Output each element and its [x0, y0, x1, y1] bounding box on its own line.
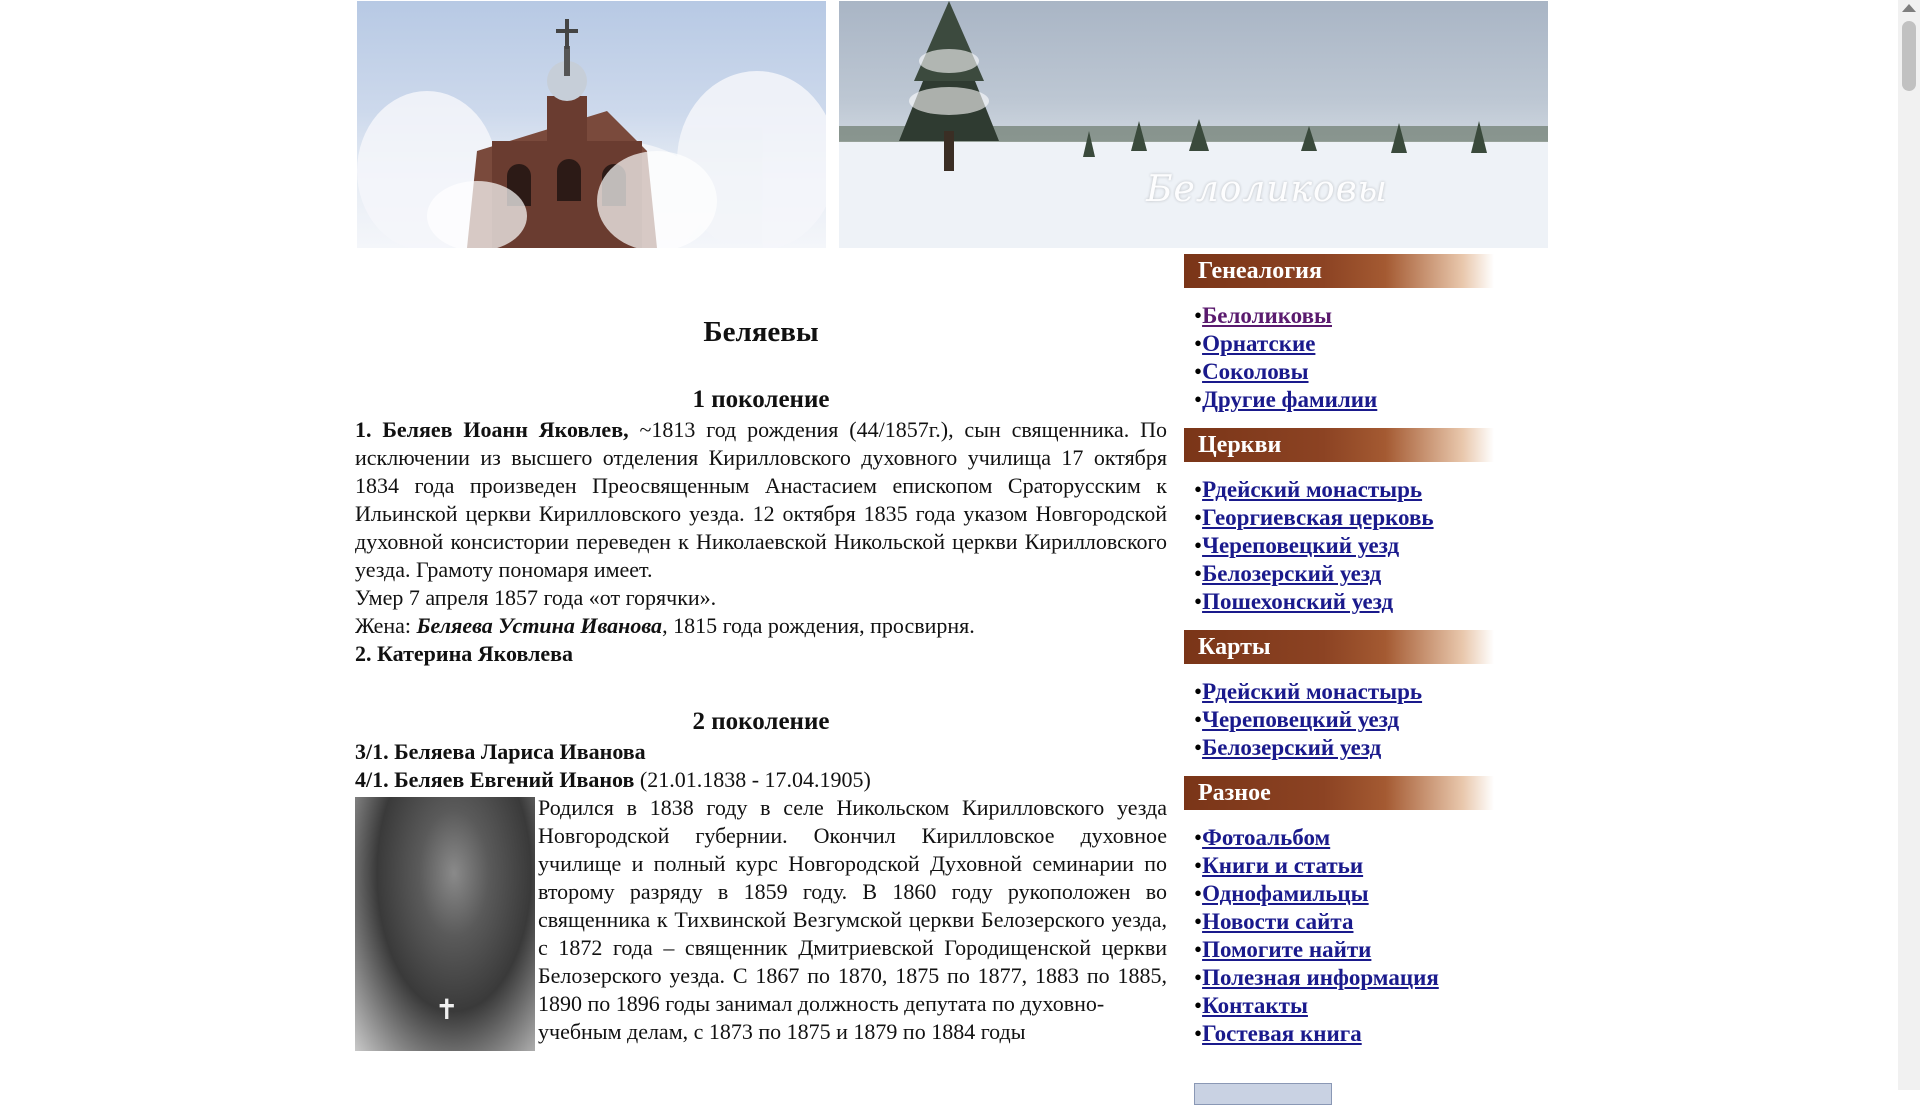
- sidebar-item: [1194, 1020, 1494, 1048]
- section-misc-header: Разное: [1184, 776, 1494, 810]
- sidebar: [1184, 254, 1494, 1062]
- sidebar-item: [1194, 504, 1494, 532]
- entry-4-name: 4/1. Беляев Евгений Иванов: [355, 767, 635, 792]
- sidebar-item: [1194, 992, 1494, 1020]
- entry-1: [355, 416, 1167, 584]
- sidebar-item: [1194, 302, 1494, 330]
- link-contacts[interactable]: Контакты: [1202, 993, 1308, 1018]
- link-beolikovy[interactable]: Белоликовы: [1202, 303, 1332, 328]
- wife-name: Беляева Устина Иванова: [416, 613, 663, 638]
- wife-prefix: Жена:: [355, 613, 417, 638]
- entry-2: 2. Катерина Яковлева: [355, 641, 574, 666]
- sidebar-item: [1194, 588, 1494, 616]
- sidebar-item: [1194, 330, 1494, 358]
- link-belozersk-uezd[interactable]: Белозерский уезд: [1202, 561, 1382, 586]
- sidebar-item: [1194, 734, 1494, 762]
- entry-4-bio: Родился в 1838 году в селе Никольском Кирилловского уезда Новгородской губернии. Окончил Кирилловское духовное училище и полный курс Новгородской Духовной семинарии по второму разряду в 1859 году. В 1860 году рукоположен во священника к Тихвинской Везгумской церкви Белозерского уезда, с 1872 года – священник Дмитриевской Городищенской церкви Белозерского уезда. С 1867 по 1870, 1875 по 1877, 1883 по 1885, 1890 по 1896 годы занимал должность депутата по духовно-: [538, 795, 1167, 1016]
- link-cherepovets-uezd[interactable]: Череповецкий уезд: [1202, 533, 1400, 558]
- link-help-find[interactable]: Помогите найти: [1202, 937, 1372, 962]
- sidebar-item: [1194, 880, 1494, 908]
- vertical-scrollbar[interactable]: [1898, 0, 1920, 1090]
- sidebar-item: [1194, 386, 1494, 414]
- link-map-cherepovets-uezd[interactable]: Череповецкий уезд: [1202, 707, 1400, 732]
- entry-4-bio-block: [355, 794, 1167, 1046]
- sidebar-item: [1194, 824, 1494, 852]
- banner-church-image: [357, 1, 826, 248]
- winter-landscape-illustration: [839, 1, 1548, 248]
- main-content: [355, 300, 1167, 1051]
- sidebar-item: [1194, 678, 1494, 706]
- link-map-belozersk-uezd[interactable]: Белозерский уезд: [1202, 735, 1382, 760]
- banner-caption: Белоликовы: [1146, 169, 1388, 210]
- generation-1-title: 1 поколение: [692, 386, 830, 413]
- sidebar-item: [1194, 706, 1494, 734]
- spacer: [355, 668, 1167, 706]
- sidebar-item: [1194, 532, 1494, 560]
- link-other-surnames[interactable]: Другие фамилии: [1202, 387, 1378, 412]
- section-churches-header: Церкви: [1184, 428, 1494, 462]
- link-photo-album[interactable]: Фотоальбом: [1202, 825, 1331, 850]
- sidebar-item: [1194, 560, 1494, 588]
- entry-4-dates: (21.01.1838 - 17.04.1905): [634, 767, 871, 792]
- link-ornatskie[interactable]: Орнатские: [1202, 331, 1316, 356]
- sidebar-item: [1194, 852, 1494, 880]
- entry-1-text: ~1813 год рождения (44/1857г.), сын священника. По исключении из высшего отделения Кирилловского духовного училища 17 октября 1834 года произведен Преосвященным Анастасием епископом Сраторусским к Ильинской церкви Кирилловского уезда. 12 октября 1835 года указом Новгородской духовной консистории переведен к Николаевской Никольской церкви Кирилловского уезда. Грамоту пономаря имеет.: [355, 417, 1168, 582]
- priest-portrait-photo: [355, 797, 535, 1051]
- generation-2-title: 2 поколение: [692, 708, 830, 735]
- section-genealogy-list: [1194, 302, 1494, 414]
- entry-1-name: 1. Беляев Иоанн Яковлев,: [355, 417, 629, 442]
- sidebar-item: [1194, 476, 1494, 504]
- sidebar-widget-button[interactable]: [1194, 1083, 1332, 1105]
- entry-4-bio-continued: учебным делам, с 1873 по 1875 и 1879 по 1884 годы: [538, 1019, 1026, 1044]
- link-map-rdeysky-monastery[interactable]: Рдейский монастырь: [1202, 679, 1423, 704]
- link-useful-info[interactable]: Полезная информация: [1202, 965, 1439, 990]
- link-poshekhonsky-uezd[interactable]: Пошехонский уезд: [1202, 589, 1394, 614]
- section-genealogy-header: Генеалогия: [1184, 254, 1494, 288]
- link-rdeysky-monastery[interactable]: Рдейский монастырь: [1202, 477, 1423, 502]
- section-maps-header: Карты: [1184, 630, 1494, 664]
- link-georgievskaya-church[interactable]: Георгиевская церковь: [1202, 505, 1434, 530]
- link-books-articles[interactable]: Книги и статьи: [1202, 853, 1364, 878]
- scroll-up-arrow-icon[interactable]: [1902, 4, 1916, 12]
- link-sokolovy[interactable]: Соколовы: [1202, 359, 1309, 384]
- entry-4: [355, 766, 1167, 794]
- banner-winter-image: [839, 1, 1548, 248]
- scroll-thumb[interactable]: [1902, 21, 1916, 91]
- section-misc-list: [1194, 824, 1494, 1048]
- church-illustration: [357, 1, 826, 248]
- sidebar-item: [1194, 358, 1494, 386]
- section-churches-list: [1194, 476, 1494, 616]
- entry-1-death: Умер 7 апреля 1857 года «от горячки».: [355, 585, 717, 610]
- entry-3: 3/1. Беляева Лариса Иванова: [355, 739, 646, 764]
- entry-1-wife: [355, 612, 1167, 640]
- sidebar-item: [1194, 964, 1494, 992]
- cross-icon: ✝: [435, 995, 459, 1026]
- sidebar-item: [1194, 908, 1494, 936]
- wife-suffix: , 1815 года рождения, просвирня.: [662, 613, 975, 638]
- link-namesakes[interactable]: Однофамильцы: [1202, 881, 1369, 906]
- section-maps-list: [1194, 678, 1494, 762]
- sidebar-item: [1194, 936, 1494, 964]
- link-guestbook[interactable]: Гостевая книга: [1202, 1021, 1362, 1046]
- page-title: Беляевы: [703, 316, 819, 348]
- link-site-news[interactable]: Новости сайта: [1202, 909, 1354, 934]
